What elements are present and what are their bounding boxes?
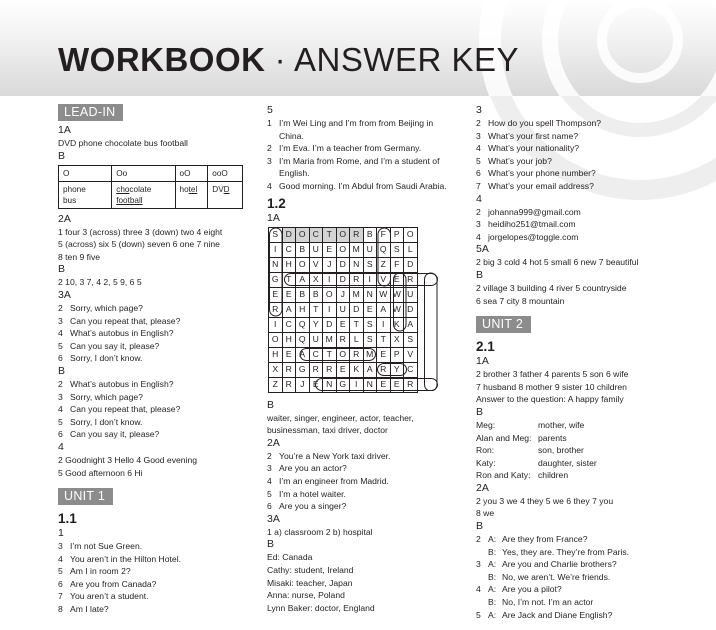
grid-cell: J <box>296 377 310 392</box>
list-item: 3 I’m not Sue Green. <box>58 541 143 552</box>
grid-cell: X <box>269 362 283 377</box>
grid-cell: O <box>323 287 337 302</box>
grid-cell: A <box>282 302 296 317</box>
dialogue-line: 2 A: Are they from France? <box>476 534 588 545</box>
grid-cell: S <box>390 242 404 257</box>
list-item: 3 Sorry, which page? <box>58 391 143 402</box>
grid-cell: P <box>390 227 404 242</box>
grid-cell: B <box>296 242 310 257</box>
grid-cell: S <box>363 257 377 272</box>
grid-cell: G <box>296 362 310 377</box>
section-5a-head: 5A <box>476 243 489 256</box>
grid-cell: E <box>309 377 323 392</box>
section-1b-head: B <box>267 398 275 411</box>
list-item: 8 Am I late? <box>58 604 109 615</box>
grid-cell: I <box>323 302 337 317</box>
grid-cell: D <box>404 302 418 317</box>
answer-line: Cathy: student, Ireland <box>267 564 354 575</box>
grid-cell: G <box>269 272 283 287</box>
list-item: 2 What’s autobus in English? <box>58 378 174 389</box>
family-row: Ron and Katy: children <box>476 470 569 481</box>
grid-cell: S <box>363 317 377 332</box>
list-item: 4 What’s autobus in English? <box>58 328 174 339</box>
table-cell: hotel <box>175 181 208 208</box>
dialogue-line: 4 A: Are you a pilot? <box>476 584 562 595</box>
section-5-head: 5 <box>267 104 273 116</box>
family-row: Katy: daughter, sister <box>476 457 597 468</box>
wordsearch-grid <box>268 227 418 393</box>
section-3b-head: B <box>267 538 275 551</box>
list-item: 6 Are you from Canada? <box>58 578 157 589</box>
answer-line: 2 big 3 cold 4 hot 5 small 6 new 7 beautiful <box>476 257 639 268</box>
answer-line: 2 10, 3 7, 4 2, 5 9, 6 5 <box>58 277 142 288</box>
grid-cell: V <box>404 347 418 362</box>
grid-cell: Y <box>390 362 404 377</box>
grid-cell: K <box>390 317 404 332</box>
answer-line: DVD phone chocolate bus football <box>58 138 188 148</box>
answer-line: 8 we <box>476 508 495 519</box>
table-cell: DVD <box>208 181 243 208</box>
grid-cell: M <box>363 347 377 362</box>
grid-cell: W <box>390 302 404 317</box>
grid-cell: F <box>390 257 404 272</box>
section-4-head: 4 <box>476 192 482 205</box>
answer-line: 7 husband 8 mother 9 sister 10 children <box>476 381 627 392</box>
grid-cell: B <box>296 287 310 302</box>
grid-cell: T <box>350 317 364 332</box>
grid-cell: C <box>282 242 296 257</box>
grid-cell: E <box>377 377 391 392</box>
grid-cell: Z <box>269 377 283 392</box>
dialogue-line: B: No, I’m not. I’m an actor <box>488 597 594 608</box>
grid-cell: A <box>377 302 391 317</box>
grid-cell: Q <box>296 332 310 347</box>
section-2b-head: B <box>58 263 66 276</box>
section-2-1-title: 2.1 <box>476 339 495 355</box>
grid-cell: X <box>390 332 404 347</box>
list-item: 3 I’m Maria from Rome, and I’m a student of English. <box>267 155 440 179</box>
grid-cell: R <box>377 362 391 377</box>
list-item: 7 You aren’t a student. <box>58 591 149 602</box>
list-item: 2 How do you spell Thompson? <box>476 118 602 128</box>
grid-cell: R <box>350 227 364 242</box>
page-header <box>0 0 716 96</box>
list-item: 3 What’s your first name? <box>476 130 579 141</box>
answer-line: Answer to the question: A happy family <box>476 394 624 405</box>
grid-cell: R <box>350 347 364 362</box>
grid-cell: V <box>377 272 391 287</box>
list-item: 4 You aren’t in the Hilton Hotel. <box>58 553 181 564</box>
table-header-cell: ooO <box>208 165 243 181</box>
section-4-head: 4 <box>58 440 64 453</box>
grid-cell: K <box>350 362 364 377</box>
grid-cell: H <box>282 257 296 272</box>
grid-cell: C <box>404 362 418 377</box>
grid-cell: S <box>404 332 418 347</box>
grid-cell: T <box>377 332 391 347</box>
grid-cell: E <box>377 347 391 362</box>
column-2 <box>267 104 452 614</box>
grid-cell: E <box>282 347 296 362</box>
grid-cell: M <box>323 332 337 347</box>
answer-line: Lynn Baker: doctor, England <box>267 602 375 613</box>
grid-cell: L <box>404 242 418 257</box>
grid-cell: Y <box>309 317 323 332</box>
grid-cell: R <box>350 272 364 287</box>
grid-cell: R <box>269 302 283 317</box>
grid-cell: U <box>404 287 418 302</box>
table-cell: chocolate football <box>112 181 175 208</box>
column-3 <box>476 104 661 621</box>
section-5b-head: B <box>476 268 484 281</box>
answer-line: 2 Goodnight 3 Hello 4 Good evening <box>58 454 198 465</box>
grid-cell: Z <box>377 257 391 272</box>
answer-line: Ed: Canada <box>267 552 313 563</box>
grid-cell: T <box>323 227 337 242</box>
grid-cell: C <box>309 227 323 242</box>
grid-cell: E <box>390 272 404 287</box>
grid-cell: I <box>363 272 377 287</box>
answer-line: 5 Good afternoon 6 Hi <box>58 467 143 478</box>
grid-cell: E <box>282 287 296 302</box>
section-1-1-title: 1.1 <box>58 511 77 527</box>
grid-cell: U <box>336 302 350 317</box>
grid-cell: A <box>296 272 310 287</box>
list-item: 3 heidiho251@tmail.com <box>476 219 576 230</box>
grid-cell: I <box>377 317 391 332</box>
section-3a-head: 3A <box>58 288 71 301</box>
section-3a-head: 3A <box>267 512 280 525</box>
list-item: 2 johanna999@gmail.com <box>476 206 581 217</box>
grid-cell: E <box>390 377 404 392</box>
grid-cell: H <box>282 332 296 347</box>
grid-cell: V <box>309 257 323 272</box>
grid-cell: T <box>309 302 323 317</box>
grid-cell: H <box>296 302 310 317</box>
section-1a-head: 1A <box>476 355 489 368</box>
grid-cell: R <box>404 377 418 392</box>
grid-cell: N <box>363 287 377 302</box>
grid-cell: O <box>404 227 418 242</box>
grid-cell: D <box>336 272 350 287</box>
grid-cell: E <box>323 242 337 257</box>
list-item: 6 Can you say it, please? <box>58 429 160 440</box>
table-header-cell: oO <box>175 165 208 181</box>
list-item: 7 What’s your email address? <box>476 180 594 191</box>
dialogue-line: B: No, we aren’t. We’re friends. <box>488 571 611 582</box>
grid-cell: I <box>323 272 337 287</box>
dialogue-line: 3 A: Are you and Charlie brothers? <box>476 559 617 570</box>
family-row: Ron: son, brother <box>476 445 584 456</box>
grid-cell: A <box>363 362 377 377</box>
list-item: 3 Are you an actor? <box>267 463 347 474</box>
list-item: 3 Can you repeat that, please? <box>58 315 181 326</box>
word-circle <box>425 273 438 391</box>
family-row: Alan and Meg: parents <box>476 432 567 443</box>
section-3b-head: B <box>58 364 66 377</box>
answer-line: 1 a) classroom 2 b) hospital <box>267 526 373 537</box>
unit-1-banner: UNIT 1 <box>58 488 113 505</box>
list-item: 2 You’re a New York taxi driver. <box>267 450 391 461</box>
lead-in-banner: LEAD-IN <box>58 104 123 121</box>
grid-cell: C <box>282 317 296 332</box>
grid-cell: N <box>323 377 337 392</box>
answer-line: Anna: nurse, Poland <box>267 590 345 601</box>
section-2b-head: B <box>476 520 484 533</box>
list-item: 6 Are you a singer? <box>267 501 347 512</box>
grid-cell: E <box>336 317 350 332</box>
grid-cell: I <box>350 377 364 392</box>
grid-cell: O <box>296 227 310 242</box>
section-2a-head: 2A <box>267 436 280 449</box>
grid-cell: T <box>323 347 337 362</box>
grid-cell: L <box>350 332 364 347</box>
grid-cell: S <box>363 332 377 347</box>
grid-cell: H <box>269 347 283 362</box>
grid-cell: J <box>336 287 350 302</box>
grid-cell: E <box>363 302 377 317</box>
grid-cell: M <box>350 242 364 257</box>
table-cell: phone bus <box>59 181 112 208</box>
grid-cell: C <box>309 347 323 362</box>
column-1 <box>58 104 243 616</box>
grid-cell: T <box>282 272 296 287</box>
section-2a-head: 2A <box>58 212 71 225</box>
grid-cell: N <box>363 377 377 392</box>
grid-cell: D <box>336 257 350 272</box>
section-1a-head: 1A <box>267 211 280 224</box>
grid-cell: N <box>350 257 364 272</box>
page-title <box>58 40 519 80</box>
grid-cell: R <box>282 362 296 377</box>
list-item: 5 What’s your job? <box>476 155 552 166</box>
section-1-head: 1 <box>58 527 64 540</box>
list-item: 4 jorgelopes@toggle.com <box>476 231 579 242</box>
section-3-head: 3 <box>476 104 482 116</box>
grid-cell: E <box>269 287 283 302</box>
grid-cell: X <box>309 272 323 287</box>
family-row: Meg: mother, wife <box>476 419 585 430</box>
answer-line: 8 ten 9 five <box>58 251 101 262</box>
grid-cell: R <box>404 272 418 287</box>
list-item: 5 I’m a hotel waiter. <box>267 488 346 499</box>
answer-line: 2 brother 3 father 4 parents 5 son 6 wife <box>476 369 629 380</box>
list-item: 2 I’m Eva. I’m a teacher from Germany. <box>267 143 422 154</box>
grid-cell: U <box>309 332 323 347</box>
table-header-cell: Oo <box>112 165 175 181</box>
grid-cell: O <box>296 257 310 272</box>
grid-cell: O <box>269 332 283 347</box>
list-item: 4 Good morning. I’m Abdul from Saudi Arabia. <box>267 180 447 191</box>
grid-cell: I <box>269 317 283 332</box>
grid-cell: Q <box>377 242 391 257</box>
grid-cell: D <box>323 317 337 332</box>
grid-cell: R <box>336 332 350 347</box>
answer-line: 2 you 3 we 4 they 5 we 6 they 7 you <box>476 495 614 506</box>
grid-cell: M <box>350 287 364 302</box>
grid-cell: R <box>282 377 296 392</box>
title-answer-key: · ANSWER KEY <box>274 41 520 78</box>
list-item: 4 I’m an engineer from Madrid. <box>267 475 389 486</box>
section-1b-head: B <box>476 405 484 418</box>
unit-2-banner: UNIT 2 <box>476 316 531 333</box>
dialogue-line: 5 A: Are Jack and Diane English? <box>476 609 613 620</box>
grid-cell: B <box>309 287 323 302</box>
list-item: 6 What’s your phone number? <box>476 168 596 179</box>
list-item: 2 Sorry, which page? <box>58 302 143 313</box>
dialogue-line: B: Yes, they are. They’re from Paris. <box>488 546 630 557</box>
answer-line: 5 (across) six 5 (down) seven 6 one 7 nine <box>58 239 220 250</box>
answer-line: businessman, taxi driver, doctor <box>267 425 388 436</box>
grid-cell: E <box>336 362 350 377</box>
grid-cell: D <box>350 302 364 317</box>
grid-cell: W <box>390 287 404 302</box>
answer-line: 6 sea 7 city 8 mountain <box>476 295 565 306</box>
section-1a-head: 1A <box>58 124 71 136</box>
table-header-cell: O <box>59 165 112 181</box>
answer-line: 1 four 3 (across) three 3 (down) two 4 eight <box>58 226 223 237</box>
list-item: 5 Sorry, I don’t know. <box>58 416 143 427</box>
grid-cell: O <box>336 347 350 362</box>
section-1b-head: B <box>58 149 66 162</box>
grid-cell: Q <box>296 317 310 332</box>
section-1-2-title: 1.2 <box>267 195 286 211</box>
grid-cell: P <box>390 347 404 362</box>
grid-cell: U <box>363 242 377 257</box>
answer-line: Misaki: teacher, Japan <box>267 577 353 588</box>
grid-cell: R <box>323 362 337 377</box>
list-item: 6 Sorry, I don’t know. <box>58 353 143 364</box>
grid-cell: O <box>336 242 350 257</box>
grid-cell: O <box>336 227 350 242</box>
grid-cell: R <box>309 362 323 377</box>
grid-cell: N <box>269 257 283 272</box>
grid-cell: A <box>296 347 310 362</box>
title-workbook: WORKBOOK <box>58 41 266 78</box>
grid-cell: D <box>404 257 418 272</box>
grid-cell: I <box>269 242 283 257</box>
grid-cell: W <box>377 287 391 302</box>
wordsearch-wrapper <box>267 227 439 393</box>
list-item: 5 Can you say it, please? <box>58 340 160 351</box>
grid-cell: G <box>336 377 350 392</box>
grid-cell: A <box>404 317 418 332</box>
answer-line: waiter, singer, engineer, actor, teacher, <box>267 412 414 423</box>
list-item: 1 I’m Wei Ling and I’m from from Beijing in China. <box>267 118 434 141</box>
answer-line: 2 village 3 building 4 river 5 countryside <box>476 282 627 293</box>
section-2a-head: 2A <box>476 481 489 494</box>
grid-cell: B <box>363 227 377 242</box>
grid-cell: U <box>309 242 323 257</box>
list-item: 4 Can you repeat that, please? <box>58 404 181 415</box>
grid-cell: J <box>323 257 337 272</box>
stress-table <box>58 165 243 209</box>
grid-cell: S <box>269 227 283 242</box>
list-item: 4 What’s your nationality? <box>476 143 580 154</box>
grid-cell: F <box>377 227 391 242</box>
list-item: 5 Am I in room 2? <box>58 566 131 577</box>
grid-cell: D <box>282 227 296 242</box>
